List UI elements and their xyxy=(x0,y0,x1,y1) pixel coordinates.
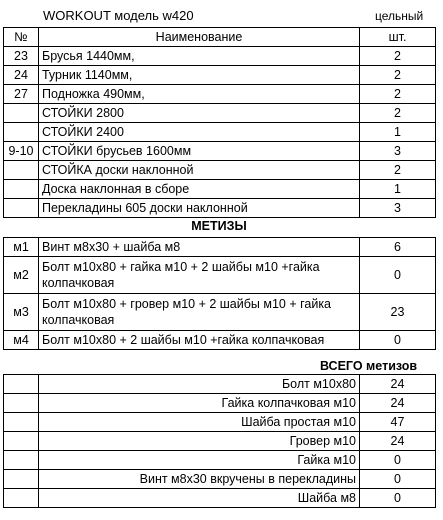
document-title: WORKOUT модель w420 xyxy=(43,8,194,23)
empty-cell xyxy=(4,432,39,451)
header-qty: шт. xyxy=(360,28,436,47)
table-row xyxy=(4,375,436,394)
total-name: Гайка колпачковая м10 xyxy=(39,394,360,413)
table-row xyxy=(4,432,436,451)
part-name: Турник 1140мм, xyxy=(39,66,360,85)
totals-section-title: ВСЕГО метизов xyxy=(320,359,418,373)
part-name: Подножка 490мм, xyxy=(39,85,360,104)
part-name: Перекладины 605 доски наклонной xyxy=(39,199,360,218)
total-qty: 24 xyxy=(360,394,436,413)
table-row xyxy=(4,451,436,470)
part-num: 9-10 xyxy=(4,142,39,161)
part-name: Доска наклонная в сборе xyxy=(39,180,360,199)
table-row xyxy=(4,489,436,508)
table-row xyxy=(4,47,436,66)
total-name: Гайка м10 xyxy=(39,451,360,470)
total-name: Винт м8х30 вкручены в перекладины xyxy=(39,470,360,489)
hardware-table xyxy=(3,237,436,350)
part-qty: 1 xyxy=(360,180,436,199)
total-name: Гровер м10 xyxy=(39,432,360,451)
part-name: СТОЙКИ брусьев 1600мм xyxy=(39,142,360,161)
table-row xyxy=(4,470,436,489)
hardware-qty: 23 xyxy=(360,294,436,331)
hardware-qty: 0 xyxy=(360,331,436,350)
hardware-name: Болт м10х80 + гровер м10 + 2 шайбы м10 + гайка колпачковая xyxy=(39,294,360,331)
total-name: Шайба м8 xyxy=(39,489,360,508)
table-row xyxy=(4,331,436,350)
part-name: СТОЙКИ 2400 xyxy=(39,123,360,142)
part-num xyxy=(4,199,39,218)
hardware-qty: 6 xyxy=(360,238,436,257)
header-name: Наименование xyxy=(39,28,360,47)
part-num: 24 xyxy=(4,66,39,85)
empty-cell xyxy=(4,413,39,432)
empty-cell xyxy=(4,375,39,394)
variant-label: цельный xyxy=(375,9,424,23)
total-name: Болт м10х80 xyxy=(39,375,360,394)
hardware-qty: 0 xyxy=(360,257,436,294)
part-num xyxy=(4,161,39,180)
part-name: СТОЙКА доски наклонной xyxy=(39,161,360,180)
part-num: 23 xyxy=(4,47,39,66)
part-name: СТОЙКИ 2800 xyxy=(39,104,360,123)
part-qty: 2 xyxy=(360,85,436,104)
empty-cell xyxy=(4,451,39,470)
table-row xyxy=(4,199,436,218)
part-qty: 2 xyxy=(360,47,436,66)
total-qty: 0 xyxy=(360,451,436,470)
empty-cell xyxy=(4,489,39,508)
total-qty: 0 xyxy=(360,489,436,508)
table-row xyxy=(4,85,436,104)
table-row xyxy=(4,66,436,85)
hardware-code: м4 xyxy=(4,331,39,350)
table-row xyxy=(4,180,436,199)
table-row xyxy=(4,257,436,294)
part-name: Брусья 1440мм, xyxy=(39,47,360,66)
total-qty: 24 xyxy=(360,375,436,394)
part-qty: 1 xyxy=(360,123,436,142)
header-num: № xyxy=(4,28,39,47)
hardware-name: Болт м10х80 + гайка м10 + 2 шайбы м10 +гайка колпачковая xyxy=(39,257,360,294)
hardware-code: м3 xyxy=(4,294,39,331)
total-qty: 24 xyxy=(360,432,436,451)
hardware-code: м2 xyxy=(4,257,39,294)
table-row xyxy=(4,161,436,180)
table-row xyxy=(4,394,436,413)
hardware-name: Болт м10х80 + 2 шайбы м10 +гайка колпачковая xyxy=(39,331,360,350)
part-num: 27 xyxy=(4,85,39,104)
part-qty: 3 xyxy=(360,142,436,161)
part-num xyxy=(4,123,39,142)
totals-table xyxy=(3,374,436,508)
part-qty: 2 xyxy=(360,104,436,123)
table-row xyxy=(4,413,436,432)
part-num xyxy=(4,104,39,123)
table-row xyxy=(4,123,436,142)
part-qty: 2 xyxy=(360,161,436,180)
parts-table xyxy=(3,27,436,218)
table-row xyxy=(4,294,436,331)
empty-cell xyxy=(4,394,39,413)
total-qty: 47 xyxy=(360,413,436,432)
hardware-name: Винт м8х30 + шайба м8 xyxy=(39,238,360,257)
hardware-section-title: МЕТИЗЫ xyxy=(191,219,247,233)
part-num xyxy=(4,180,39,199)
total-name: Шайба простая м10 xyxy=(39,413,360,432)
table-row xyxy=(4,142,436,161)
total-qty: 0 xyxy=(360,470,436,489)
hardware-code: м1 xyxy=(4,238,39,257)
part-qty: 2 xyxy=(360,66,436,85)
parts-header-row xyxy=(4,28,436,47)
empty-cell xyxy=(4,470,39,489)
table-row xyxy=(4,104,436,123)
table-row xyxy=(4,238,436,257)
part-qty: 3 xyxy=(360,199,436,218)
